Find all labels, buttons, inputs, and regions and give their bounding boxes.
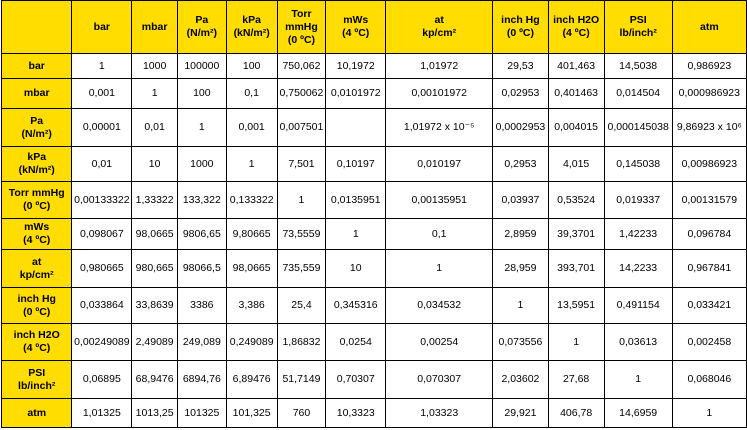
value-cell: 0,980665: [72, 250, 132, 288]
row-header-line: kp/cm²: [19, 268, 54, 281]
value-cell: 68,9476: [132, 361, 178, 399]
value-cell: 0,068046: [672, 361, 746, 399]
column-header: [226, 1, 277, 54]
row-header-line: at: [32, 255, 42, 268]
row-header: [2, 147, 72, 182]
value-cell: 735,559: [277, 250, 326, 288]
value-cell: 2,8959: [493, 219, 548, 250]
row-header: [2, 109, 72, 147]
column-header-line: kp/cm²: [422, 27, 457, 39]
column-header: [548, 1, 604, 54]
table-row: [2, 399, 747, 428]
value-cell: 0,001: [72, 79, 132, 109]
value-cell: 7,501: [277, 147, 326, 182]
value-cell: 1: [177, 109, 226, 147]
value-cell: 0,0101972: [326, 79, 386, 109]
column-header: [493, 1, 548, 54]
column-header: [672, 1, 746, 54]
value-cell: 2,49089: [132, 324, 178, 361]
value-cell: 13,5951: [548, 288, 604, 324]
column-header-line: Torr: [291, 7, 312, 20]
value-cell: 10: [132, 147, 178, 182]
value-cell: 0,2953: [493, 147, 548, 182]
row-header-line: (kN/m²): [18, 164, 55, 176]
value-cell: 10: [326, 250, 386, 288]
value-cell: 0,001: [226, 109, 277, 147]
value-cell: 98066,5: [177, 250, 226, 288]
value-cell: 100: [226, 54, 277, 79]
column-header-line: bar: [93, 20, 110, 33]
column-header-line: Pa: [195, 14, 209, 26]
value-cell: 1,01972: [386, 54, 493, 79]
value-cell: 0,986923: [672, 54, 746, 79]
table-row: [2, 219, 747, 250]
row-header-line: PSI: [28, 366, 46, 379]
value-cell: 0,0254: [326, 324, 386, 361]
value-cell: 14,5038: [604, 54, 672, 79]
value-cell: 1: [386, 250, 493, 288]
value-cell: 6,89476: [226, 361, 277, 399]
value-cell: 100: [177, 79, 226, 109]
column-header-line: (4 ºC): [562, 27, 590, 39]
table-row: [2, 54, 747, 79]
column-header-row: [2, 1, 747, 54]
value-cell: 406,78: [548, 399, 604, 428]
value-cell: 1: [493, 288, 548, 324]
value-cell: 401,463: [548, 54, 604, 79]
value-cell: 1,01972 x 10⁻⁵: [386, 109, 493, 147]
corner-cell: [2, 1, 72, 54]
row-header-line: (0 ºC): [23, 200, 51, 212]
row-header: [2, 324, 72, 361]
column-header: [604, 1, 672, 54]
value-cell: 393,701: [548, 250, 604, 288]
value-cell: 1,03323: [386, 399, 493, 428]
row-header-line: (4 ºC): [23, 342, 51, 354]
value-cell: 0,750062: [277, 79, 326, 109]
table-row: [2, 147, 747, 182]
value-cell: 10,3323: [326, 399, 386, 428]
value-cell: 0,0135951: [326, 182, 386, 219]
column-header: [132, 1, 178, 54]
value-cell: 1: [548, 324, 604, 361]
value-cell: 1: [672, 399, 746, 428]
value-cell: 0,06895: [72, 361, 132, 399]
value-cell: 1,42233: [604, 219, 672, 250]
value-cell: 100000: [177, 54, 226, 79]
value-cell: 0,1: [386, 219, 493, 250]
value-cell: 0,491154: [604, 288, 672, 324]
value-cell: 98,0665: [226, 250, 277, 288]
column-header-line: (0 ºC): [506, 27, 535, 39]
value-cell: 0,00135951: [386, 182, 493, 219]
row-header-line: bar: [28, 59, 45, 72]
value-cell: 4,015: [548, 147, 604, 182]
value-cell: 0,249089: [226, 324, 277, 361]
value-cell: 0,145038: [604, 147, 672, 182]
value-cell: 25,4: [277, 288, 326, 324]
value-cell: 760: [277, 399, 326, 428]
row-header-line: Torr mmHg: [8, 187, 65, 199]
value-cell: 0,000145038: [604, 109, 672, 147]
value-cell: 0,967841: [672, 250, 746, 288]
column-header-line: PSI: [629, 14, 647, 26]
value-cell: 0,004015: [548, 109, 604, 147]
value-cell: 1: [277, 182, 326, 219]
value-cell: 9,86923 x 10⁶: [672, 109, 746, 147]
value-cell: 6894,76: [177, 361, 226, 399]
row-header-line: mWs: [24, 221, 50, 233]
value-cell: 1013,25: [132, 399, 178, 428]
value-cell: 1,86832: [277, 324, 326, 361]
value-cell: 10,1972: [326, 54, 386, 79]
table-row: [2, 79, 747, 109]
column-header-line: inch Hg: [501, 14, 540, 26]
value-cell: 3,386: [226, 288, 277, 324]
value-cell: 101325: [177, 399, 226, 428]
column-header-line: mmHg: [285, 20, 318, 33]
value-cell: 0,01: [132, 109, 178, 147]
column-header: [72, 1, 132, 54]
value-cell: 2,03602: [493, 361, 548, 399]
value-cell: 33,8639: [132, 288, 178, 324]
row-header-line: inch Hg: [17, 292, 56, 305]
value-cell: 0,033421: [672, 288, 746, 324]
value-cell: 0,03937: [493, 182, 548, 219]
row-header-line: mbar: [23, 87, 50, 99]
row-header: [2, 361, 72, 399]
value-cell: 0,000986923: [672, 79, 746, 109]
value-cell: 28,959: [493, 250, 548, 288]
row-header-line: kPa: [27, 151, 47, 163]
table-row: [2, 250, 747, 288]
value-cell: 0,00101972: [386, 79, 493, 109]
column-header: [386, 1, 493, 54]
value-cell: 0,098067: [72, 219, 132, 250]
value-cell: 29,53: [493, 54, 548, 79]
column-header-line: inch H2O: [553, 14, 600, 26]
value-cell: 1: [604, 361, 672, 399]
value-cell: 101,325: [226, 399, 277, 428]
value-cell: 0,1: [226, 79, 277, 109]
row-header: [2, 250, 72, 288]
value-cell: 1,33322: [132, 182, 178, 219]
value-cell: 3386: [177, 288, 226, 324]
column-header: [326, 1, 386, 54]
value-cell: 249,089: [177, 324, 226, 361]
table-container: [1, 0, 747, 428]
value-cell: 133,322: [177, 182, 226, 219]
value-cell: 73,5559: [277, 219, 326, 250]
value-cell: 1,01325: [72, 399, 132, 428]
table-row: [2, 109, 747, 147]
value-cell: 0,00131579: [672, 182, 746, 219]
value-cell: 0,0002953: [493, 109, 548, 147]
value-cell: 14,6959: [604, 399, 672, 428]
column-header-line: (kN/m²): [233, 27, 270, 39]
value-cell: 1: [326, 219, 386, 250]
row-header-line: Pa: [30, 114, 44, 127]
value-cell: 9806,65: [177, 219, 226, 250]
value-cell: 0,133322: [226, 182, 277, 219]
value-cell: 0,00986923: [672, 147, 746, 182]
value-cell: 0,096784: [672, 219, 746, 250]
value-cell: 0,00133322: [72, 182, 132, 219]
row-header: [2, 54, 72, 79]
column-header: [177, 1, 226, 54]
value-cell: 0,53524: [548, 182, 604, 219]
value-cell: 39,3701: [548, 219, 604, 250]
value-cell: 980,665: [132, 250, 178, 288]
column-header-line: at: [434, 14, 444, 26]
row-header: [2, 399, 72, 428]
value-cell: 0,034532: [386, 288, 493, 324]
value-cell: [326, 109, 386, 147]
value-cell: 51,7149: [277, 361, 326, 399]
value-cell: 0,014504: [604, 79, 672, 109]
value-cell: 0,010197: [386, 147, 493, 182]
value-cell: 750,062: [277, 54, 326, 79]
value-cell: 0,03613: [604, 324, 672, 361]
row-header-line: lb/inch²: [18, 379, 56, 392]
value-cell: 0,00001: [72, 109, 132, 147]
value-cell: 0,073556: [493, 324, 548, 361]
column-header-line: mbar: [141, 20, 168, 33]
value-cell: 0,00249089: [72, 324, 132, 361]
value-cell: 29,921: [493, 399, 548, 428]
value-cell: 0,070307: [386, 361, 493, 399]
pressure-conversion-table: [1, 0, 747, 428]
column-header-line: kPa: [242, 14, 261, 26]
value-cell: 27,68: [548, 361, 604, 399]
row-header: [2, 288, 72, 324]
value-cell: 0,10197: [326, 147, 386, 182]
row-header-line: inch H2O: [13, 329, 60, 341]
value-cell: 0,345316: [326, 288, 386, 324]
column-header-line: atm: [700, 20, 719, 33]
value-cell: 0,00254: [386, 324, 493, 361]
value-cell: 0,007501: [277, 109, 326, 147]
column-header-line: (0 ºC): [287, 33, 316, 46]
table-row: [2, 324, 747, 361]
value-cell: 1: [72, 54, 132, 79]
value-cell: 1: [226, 147, 277, 182]
value-cell: 14,2233: [604, 250, 672, 288]
column-header-line: mWs: [343, 14, 369, 26]
value-cell: 0,01: [72, 147, 132, 182]
column-header-line: (4 ºC): [342, 27, 370, 39]
value-cell: 0,019337: [604, 182, 672, 219]
column-header-line: lb/inch²: [619, 27, 657, 39]
row-header-line: (N/m²): [21, 127, 52, 140]
value-cell: 1000: [177, 147, 226, 182]
value-cell: 0,70307: [326, 361, 386, 399]
row-header: [2, 219, 72, 250]
row-header-line: (0 ºC): [23, 305, 51, 318]
column-header: [277, 1, 326, 54]
table-row: [2, 361, 747, 399]
value-cell: 9,80665: [226, 219, 277, 250]
row-header-line: (4 ºC): [23, 234, 51, 246]
row-header: [2, 79, 72, 109]
row-header-line: atm: [27, 406, 47, 419]
table-row: [2, 288, 747, 324]
column-header-line: (N/m²): [186, 27, 217, 39]
value-cell: 0,401463: [548, 79, 604, 109]
value-cell: 1000: [132, 54, 178, 79]
row-header: [2, 182, 72, 219]
value-cell: 0,002458: [672, 324, 746, 361]
value-cell: 1: [132, 79, 178, 109]
value-cell: 98,0665: [132, 219, 178, 250]
value-cell: 0,033864: [72, 288, 132, 324]
table-row: [2, 182, 747, 219]
value-cell: 0,02953: [493, 79, 548, 109]
